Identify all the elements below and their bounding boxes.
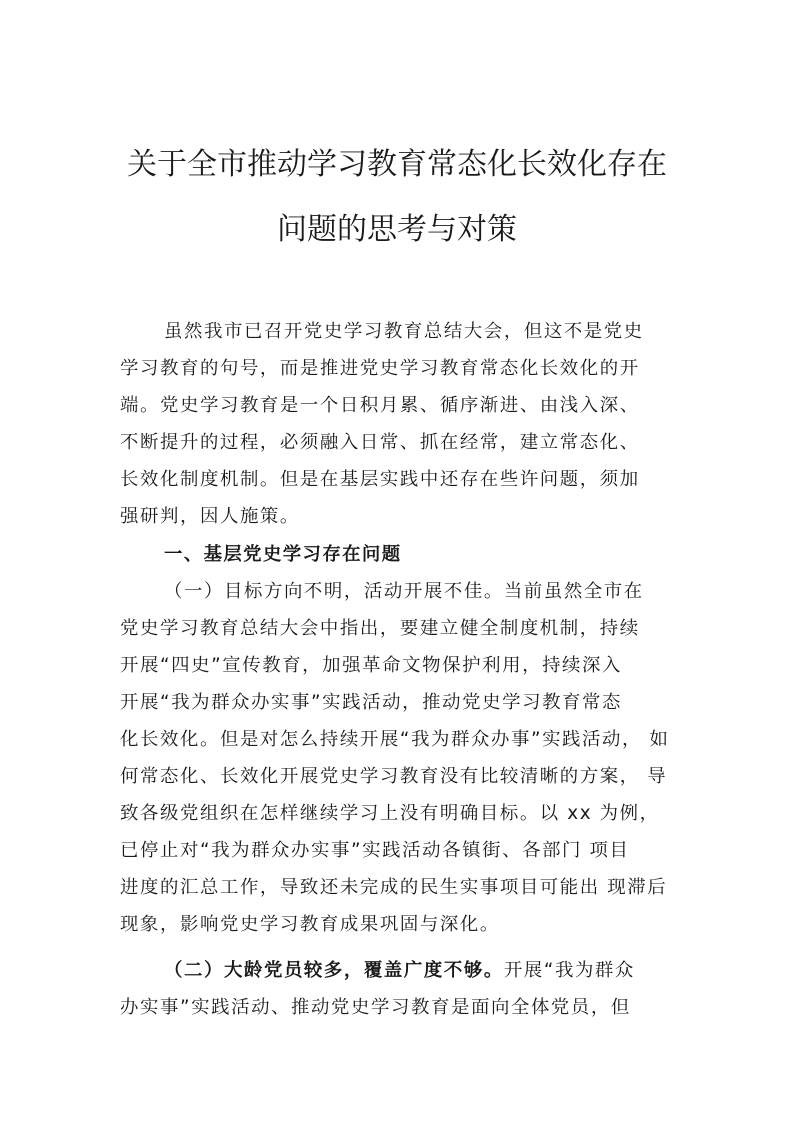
intro-line: 不断提升的过程，必须融入日常、抓在经常，建立常态化、 [120, 432, 640, 453]
document-title-line-2: 问题的思考与对策 [277, 212, 517, 247]
item-2-first-rest: 开展“我为群众 [503, 960, 635, 981]
item-1-first-rest: 当前虽然全市在 [503, 581, 644, 602]
item-1-line: 致各级党组织在怎样继续学习上没有明确目标。以 xx 为例， [120, 803, 660, 824]
item-2-first-line [164, 952, 635, 990]
item-2-lead: （二）大龄党员较多，覆盖广度不够。 [164, 960, 504, 981]
item-1-line: 党史学习教育总结大会中指出，要建立健全制度机制，持续 [120, 618, 640, 639]
item-1-first-line [164, 573, 644, 611]
item-1-line: 现象，影响党史学习教育成果巩固与深化。 [120, 914, 500, 935]
intro-line: 端。党史学习教育是一个日积月累、循序渐进、由浅入深、 [120, 395, 640, 416]
item-1-line: 开展“四史”宣传教育，加强革命文物保护利用，持续深入 [120, 655, 623, 676]
document-title-line-1: 关于全市推动学习教育常态化长效化存在 [127, 147, 667, 182]
intro-line: 虽然我市已召开党史学习教育总结大会，但这不是党史 [164, 321, 644, 342]
item-1-line: 何常态化、长效化开展党史学习教育没有比较清晰的方案， 导 [120, 766, 668, 787]
intro-line: 长效化制度机制。但是在基层实践中还存在些许问题，须加 [120, 469, 640, 490]
item-2-line: 办实事”实践活动、推动党史学习教育是面向全体党员，但 [120, 997, 631, 1018]
item-1-lead: （一）目标方向不明，活动开展不佳。 [164, 581, 504, 602]
item-1-line: 化长效化。但是对怎么持续开展“我为群众办事”实践活动， 如 [120, 729, 670, 750]
intro-line: 学习教育的句号，而是推进党史学习教育常态化长效化的开 [120, 358, 640, 379]
section-heading: 一、基层党史学习存在问题 [164, 544, 402, 565]
item-1-line: 已停止对“我为群众办实事”实践活动各镇街、各部门 项目 [120, 840, 630, 861]
intro-line: 强研判，因人施策。 [120, 506, 300, 527]
item-1-line: 进度的汇总工作，导致还未完成的民生实事项目可能出 现滞后 [120, 877, 668, 898]
item-1-line: 开展“我为群众办实事”实践活动，推动党史学习教育常态 [120, 692, 623, 713]
